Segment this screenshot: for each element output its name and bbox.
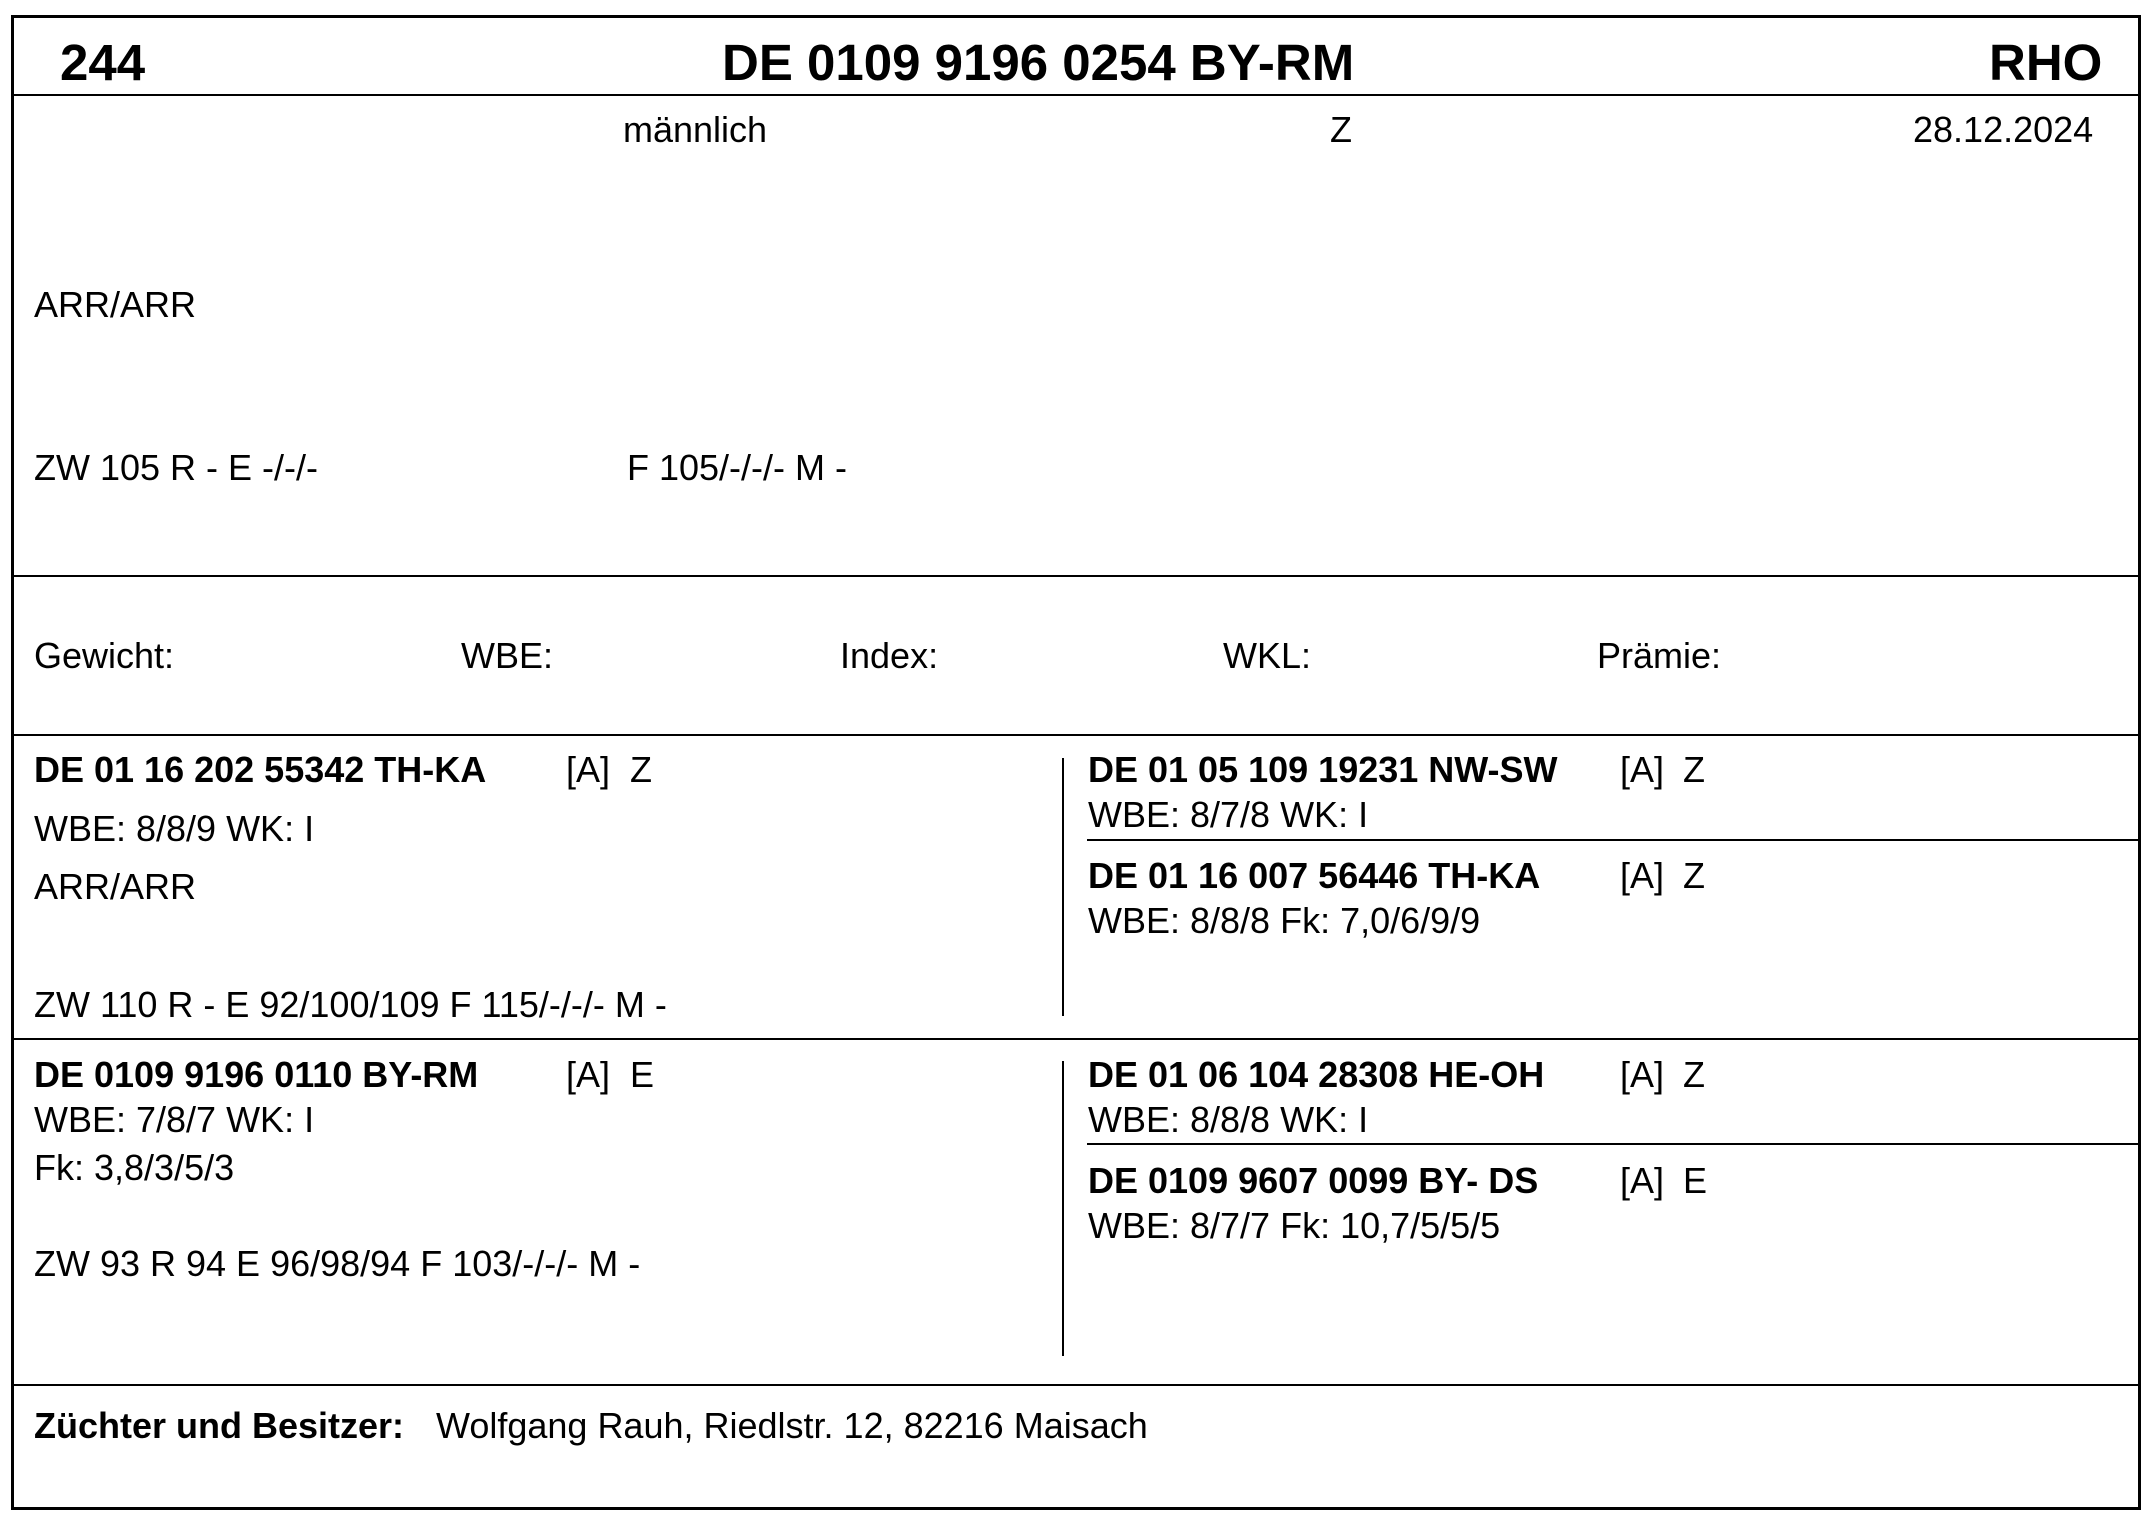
dam-id: DE 0109 9196 0110 BY-RM [34,1054,479,1095]
info-divider [11,575,2141,577]
wbe-label: WBE: [461,635,554,676]
dam-marker: E [630,1054,655,1095]
sire-sire-marker: Z [1683,749,1705,790]
index-label: Index: [840,635,939,676]
sire-sire-tag: [A] [1620,749,1665,790]
weight-label: Gewicht: [34,635,175,676]
dam-wbe: WBE: 7/8/7 WK: I [34,1099,315,1140]
breeder-owner-label: Züchter und Besitzer: [34,1405,405,1446]
herdbook-marker: Z [1330,109,1352,150]
dam-tag: [A] [566,1054,611,1095]
dam-section-divider [11,1384,2141,1386]
dam-parents-divider [1087,1143,2141,1145]
sire-zw: ZW 110 R - E 92/100/109 F 115/-/-/- M - [34,984,667,1025]
sire-tag: [A] [566,749,611,790]
breeding-value-f: F 105/-/-/- M - [627,447,848,488]
dam-fk: Fk: 3,8/3/5/3 [34,1147,235,1188]
dam-sire-tag: [A] [1620,1054,1665,1095]
sire-dam-wbe: WBE: 8/8/8 Fk: 7,0/6/9/9 [1088,900,1481,941]
sire-wbe: WBE: 8/8/9 WK: I [34,808,315,849]
dam-sire-wbe: WBE: 8/8/8 WK: I [1088,1099,1369,1140]
breeding-value-zw: ZW 105 R - E -/-/- [34,447,319,488]
sire-dam-marker: Z [1683,855,1705,896]
header-divider [11,94,2141,96]
wkl-label: WKL: [1223,635,1312,676]
breed-code: RHO [1989,34,2103,91]
sire-marker: Z [630,749,652,790]
stats-divider [11,734,2141,736]
breeder-owner-value: Wolfgang Rauh, Riedlstr. 12, 82216 Maisach [436,1405,1148,1446]
ring-id: DE 0109 9196 0254 BY-RM [722,34,1355,91]
praemie-label: Prämie: [1597,635,1722,676]
sire-parents-divider [1087,839,2141,841]
dam-column-divider [1062,1061,1064,1356]
sire-dam-tag: [A] [1620,855,1665,896]
dam-dam-tag: [A] [1620,1160,1665,1201]
dam-dam-wbe: WBE: 8/7/7 Fk: 10,7/5/5/5 [1088,1205,1501,1246]
sire-genotype: ARR/ARR [34,866,197,907]
catalog-number: 244 [60,34,146,91]
genotype: ARR/ARR [34,284,197,325]
dam-zw: ZW 93 R 94 E 96/98/94 F 103/-/-/- M - [34,1243,641,1284]
sire-id: DE 01 16 202 55342 TH-KA [34,749,487,790]
sire-column-divider [1062,758,1064,1016]
birth-date: 28.12.2024 [1913,109,2094,150]
dam-sire-marker: Z [1683,1054,1705,1095]
sire-sire-id: DE 01 05 109 19231 NW-SW [1088,749,1558,790]
dam-dam-id: DE 0109 9607 0099 BY- DS [1088,1160,1539,1201]
sire-section-divider [11,1038,2141,1040]
sire-dam-id: DE 01 16 007 56446 TH-KA [1088,855,1541,896]
sire-sire-wbe: WBE: 8/7/8 WK: I [1088,794,1369,835]
dam-sire-id: DE 01 06 104 28308 HE-OH [1088,1054,1545,1095]
sex: männlich [623,109,768,150]
dam-dam-marker: E [1683,1160,1708,1201]
